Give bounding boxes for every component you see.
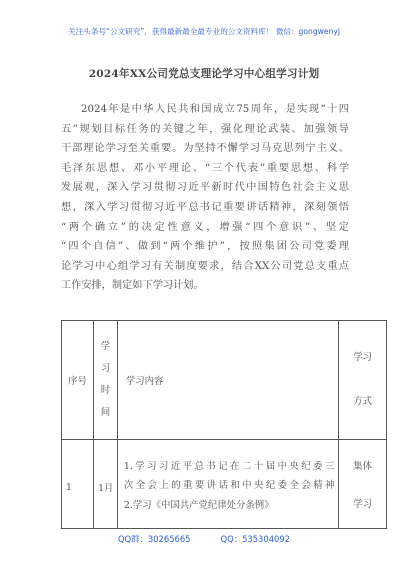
row-content-line: 次全会上的重要讲话和中央纪委全会精神 [123,480,335,492]
header-serial-number: 序号 [62,321,94,440]
header-study-time-char: 间 [100,407,111,418]
table-row [62,440,387,529]
paragraph-line: 论学习中心组学习有关制度要求，结合XX公司党总支重点 [61,260,349,272]
header-study-time-char: 时 [100,385,111,396]
header-study-method-part: 方式 [353,396,373,407]
paragraph-line: 五”规划目标任务的关键之年，强化理论武装、加强领导 [61,123,349,135]
row-method-part: 学习 [353,499,373,510]
promo-banner: 关注头条号“公文研究”，获得最新最全最专业的公文资料库！ 微信：gongwenyj [68,27,340,36]
row-method [339,440,387,529]
row-method-part: 集体 [353,461,373,472]
header-study-method-part: 学习 [353,352,373,363]
paragraph-line: 发展观，深入学习贯彻习近平新时代中国特色社会主义思 [61,182,349,194]
intro-paragraph [61,100,349,296]
document-title: 2024年XX公司党总支理论学习中心组学习计划 [88,68,320,80]
paragraph-line: 工作安排，制定如下学习计划。 [61,280,204,292]
header-study-time-char: 习 [100,363,111,374]
paragraph-line: 毛泽东思想、邓小平理论、“三个代表”重要思想、科学 [61,162,349,174]
row-content-line: 2.学习《中国共产党纪律处分条例》 [123,499,274,511]
study-plan-table [61,320,387,529]
row-month: 1月 [94,440,118,529]
header-study-time-char: 学 [100,341,111,352]
qq-number: QQ：535304092 [220,534,291,544]
row-content-line: 1.学习习近平总书记在二十届中央纪委三 [123,460,335,472]
header-study-method [339,321,387,440]
row-content [117,440,338,529]
row-serial-number: 1 [62,440,94,529]
qq-group-number: QQ群：30265665 [117,534,191,544]
contact-footer [0,533,408,545]
paragraph-line: “四个自信”、做到“两个维护”，按照集团公司党委理 [61,241,349,253]
header-study-time [94,321,118,440]
paragraph-line: 2024年是中华人民共和国成立75周年，是实现“十四 [81,104,349,115]
paragraph-line: “两个确立”的决定性意义，增强“四个意识”、坚定 [61,221,349,233]
paragraph-line: 想，深入学习贯彻习近平总书记重要讲话精神，深刻领悟 [61,201,349,213]
header-study-content: 学习内容 [117,321,338,440]
table-header-row [62,321,387,440]
paragraph-line: 干部理论学习至关重要。为坚持不懈学习马克思列宁主义、 [61,143,349,155]
